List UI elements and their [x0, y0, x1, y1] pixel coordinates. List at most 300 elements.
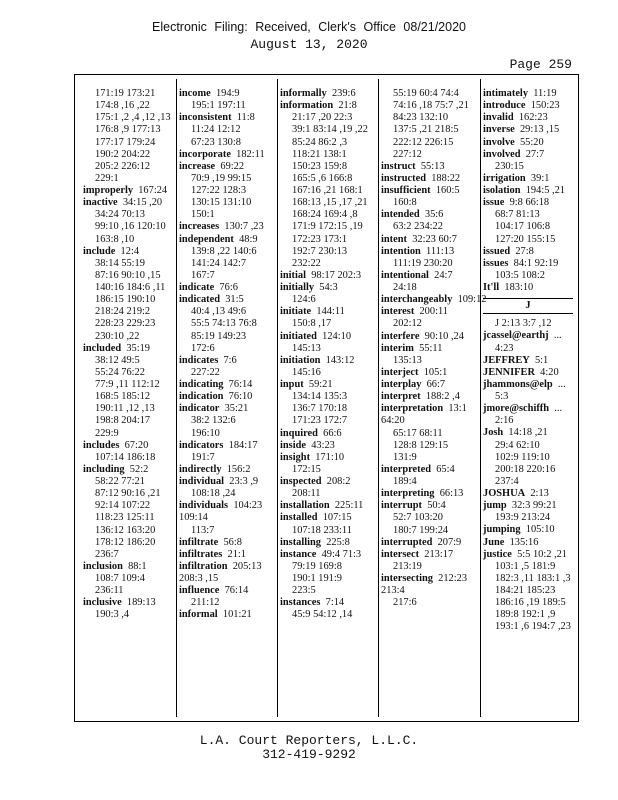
index-term: interest — [381, 306, 415, 318]
page-line-ref: 160:5 — [435, 185, 460, 196]
page-line-ref: 109:12 — [457, 294, 487, 306]
page-line-ref: 188:22 — [431, 172, 461, 184]
reporter-name: L.A. Court Reporters, L.L.C. — [199, 733, 419, 748]
page-line-ref: 38:2 132:6 — [191, 415, 236, 427]
index-entry — [179, 234, 274, 283]
page-line-ref: 27:8 — [515, 245, 534, 257]
index-term: It'll — [483, 282, 500, 293]
page-line-ref: 150:23 — [530, 100, 560, 112]
page-line-ref: 66:6 — [323, 427, 342, 439]
page-line-ref: 196:10 — [191, 427, 220, 439]
page-line-ref: 76:10 — [228, 391, 253, 403]
page-line-ref: 52:7 103:20 — [393, 512, 443, 524]
index-term: individuals — [179, 500, 229, 512]
index-term: income — [179, 88, 211, 99]
page-line-ref: 4:20 — [540, 366, 559, 378]
page-line-ref: 77:9 ,11 112:12 — [95, 379, 160, 390]
index-entry — [381, 185, 477, 209]
page-line-ref: 55:13 — [420, 160, 445, 172]
index-entry — [381, 234, 477, 246]
column-divider — [480, 79, 481, 717]
index-entry — [179, 440, 274, 464]
page-line-ref: 140:16 184:6 ,11 — [95, 282, 166, 293]
page-line-ref: 108:7 109:4 — [95, 573, 145, 584]
index-entry — [179, 585, 274, 609]
page-line-ref: 29:13 ,15 — [519, 124, 560, 136]
index-term: introduce — [483, 100, 526, 112]
page-line-ref: 200:18 220:16 — [495, 463, 556, 475]
index-entry — [483, 549, 573, 634]
page-line-ref: 107:18 233:11 — [292, 524, 352, 536]
page-line-ref: 65:17 68:11 — [393, 427, 443, 439]
index-term: justice — [483, 548, 512, 560]
page-line-ref: 34:24 70:13 — [95, 209, 145, 221]
index-term: issued — [483, 245, 511, 257]
page-line-ref: 172:6 — [191, 342, 215, 354]
index-entry — [381, 270, 477, 294]
page-line-ref: 182:3 ,11 183:1 ,3 — [495, 572, 571, 584]
index-term: indicators — [179, 439, 224, 451]
page-line-ref: 55:19 60:4 74:4 — [393, 88, 459, 99]
page-line-ref: 150:8 ,17 — [292, 318, 332, 330]
hearing-date: August 13, 2020 — [250, 37, 368, 52]
page-line-ref: 174:8 ,16 ,22 — [95, 100, 150, 112]
index-term: involved — [483, 148, 521, 160]
page-line-ref: 167:24 — [138, 185, 168, 196]
page-line-ref: 12:4 — [120, 245, 140, 257]
index-term: instruct — [381, 160, 416, 172]
page-line-ref: 35:21 — [224, 403, 249, 415]
page-line-ref: 194:9 — [215, 88, 240, 99]
index-term: inquired — [280, 427, 318, 439]
page-line-ref: 21:1 — [227, 548, 246, 560]
page-line-ref: 98:17 202:3 — [311, 269, 362, 281]
page-line-ref: 136:12 163:20 — [95, 524, 156, 536]
page-line-ref: 184:21 185:23 — [495, 585, 556, 596]
index-entry — [280, 476, 375, 500]
page-line-ref: 99:10 ,16 120:10 — [95, 221, 166, 233]
page-line-ref: 79:19 169:8 — [292, 560, 342, 572]
index-term: issues — [483, 257, 509, 269]
page-line-ref: 103:5 108:2 — [495, 269, 545, 281]
page-line-ref: 131:9 — [393, 451, 417, 463]
index-term: installing — [280, 536, 321, 548]
page-line-ref: 23:3 ,9 — [229, 476, 259, 487]
index-term: improperly — [83, 185, 134, 196]
index-term: indirectly — [179, 463, 222, 475]
page-line-ref: 165:5 ,6 166:8 — [292, 172, 353, 184]
page-line-ref: 168:13 ,15 ,17 ,21 — [292, 197, 368, 209]
page-line-ref: 171:9 172:15 ,19 — [292, 221, 363, 233]
page-line-ref: 195:1 197:11 — [191, 100, 246, 112]
index-entry — [483, 149, 573, 173]
index-term: indicate — [179, 282, 215, 293]
page-line-ref: 66:7 — [426, 379, 446, 390]
page-line-ref: 101:21 — [222, 609, 252, 621]
index-entry — [483, 100, 573, 112]
index-entry — [83, 597, 176, 621]
page-line-ref: 186:15 190:10 — [95, 294, 156, 306]
index-entry — [483, 88, 573, 100]
page-line-ref: 232:22 — [292, 257, 321, 269]
page-line-ref: 141:24 142:7 — [191, 257, 247, 269]
index-entry — [179, 561, 274, 585]
page-line-ref: 127:22 128:3 — [191, 185, 247, 196]
index-term: involve — [483, 136, 515, 148]
index-term: Josh — [483, 427, 504, 439]
index-term: infiltrates — [179, 548, 223, 560]
index-term: initial — [280, 269, 306, 281]
index-term: jmore@schiffh — [483, 403, 550, 415]
page-line-ref: 208:11 — [292, 488, 321, 500]
page-line-ref: 5:3 — [495, 391, 509, 402]
page-line-ref: 213:17 — [424, 548, 454, 560]
page-line-ref: 145:16 — [292, 366, 321, 378]
index-entry — [483, 185, 573, 197]
index-term: indicator — [179, 403, 220, 415]
page-line-ref: 29:4 62:10 — [495, 439, 540, 451]
index-term: interrupted — [381, 536, 433, 548]
page-line-ref: 45:9 54:12 ,14 — [292, 609, 353, 621]
index-term: infiltrate — [179, 536, 219, 548]
index-term: JENNIFER — [483, 366, 535, 378]
page-line-ref: 2:13 — [530, 488, 549, 499]
page-line-ref: 150:23 159:8 — [292, 160, 348, 172]
index-entry — [179, 282, 274, 294]
page-line-ref: 218:24 219:2 — [95, 306, 151, 318]
page-line-ref: 111:19 230:20 — [393, 257, 453, 269]
page-line-ref: 190:11 ,12 ,13 — [95, 403, 155, 415]
index-entry — [179, 112, 274, 148]
page-line-ref: 5:5 10:2 ,21 — [517, 548, 567, 560]
index-term: interfere — [381, 330, 420, 342]
page-line-ref: 21:17 ,20 22:3 — [292, 112, 353, 124]
page-line-ref: 193:9 213:24 — [495, 512, 551, 524]
reporter-phone: 312-419-9292 — [262, 747, 356, 762]
page-line-ref: 180:7 199:24 — [393, 524, 449, 536]
index-entry — [381, 549, 477, 573]
index-entry — [483, 379, 573, 403]
index-term: JEFFREY — [483, 354, 530, 366]
page-line-ref: 87:16 90:10 ,15 — [95, 269, 161, 281]
page-line-ref: 104:17 106:8 — [495, 221, 551, 233]
index-term: inside — [280, 439, 306, 451]
index-term: issue — [483, 197, 505, 209]
page-line-ref: 168:24 169:4 ,8 — [292, 209, 358, 221]
index-entry — [381, 403, 477, 464]
index-term: inspected — [280, 476, 322, 487]
page-line-ref: 32:23 60:7 — [412, 233, 457, 245]
page-line-ref: 183:10 — [504, 282, 534, 293]
page-line-ref: 176:8 ,9 177:13 — [95, 124, 161, 136]
page-line-ref: 205:2 226:12 — [95, 160, 151, 172]
page-line-ref: 162:23 — [518, 112, 548, 124]
page-line-ref: 237:4 — [495, 475, 519, 487]
page-line-ref: 189:4 — [393, 476, 417, 487]
index-column-2 — [179, 88, 274, 716]
page-line-ref: 213:19 — [393, 560, 422, 572]
index-term: intent — [381, 233, 407, 245]
index-entry — [179, 391, 274, 403]
page-line-ref: 136:7 170:18 — [292, 403, 348, 415]
page-line-ref: 5:1 — [534, 354, 549, 366]
index-frame — [74, 74, 579, 722]
page-line-ref: 102:9 119:10 — [495, 451, 550, 463]
page-line-ref: 186:16 ,19 189:5 — [495, 597, 566, 609]
index-term: interpreted — [381, 463, 432, 475]
index-entry — [483, 137, 573, 149]
page-line-ref: 171:23 172:7 — [292, 415, 348, 427]
index-entry — [381, 209, 477, 233]
index-term: indicating — [179, 379, 224, 390]
index-term: interject — [381, 366, 419, 378]
index-entry — [381, 343, 477, 367]
index-entry — [483, 197, 573, 246]
page-line-ref: 105:1 — [423, 366, 448, 378]
page-line-ref: 172:23 173:1 — [292, 233, 348, 245]
page-line-ref: 190:2 204:22 — [95, 148, 151, 160]
index-term: indicates — [179, 354, 219, 366]
index-term: jumping — [483, 524, 521, 536]
column-divider — [277, 79, 278, 717]
index-entry — [179, 609, 274, 621]
index-term: JOSHUA — [483, 488, 526, 499]
index-term: intimately — [483, 88, 529, 99]
index-term: increases — [179, 221, 220, 233]
index-entry — [381, 573, 477, 609]
page-line-ref: 208:2 — [326, 476, 351, 487]
index-term: inclusive — [83, 597, 122, 609]
page-line-ref: 127:20 155:15 — [495, 233, 556, 245]
page-line-ref: 13:1 64:20 — [381, 403, 467, 427]
index-term: informally — [280, 88, 327, 99]
index-entry — [280, 270, 375, 282]
page-line-ref: 59:21 — [308, 379, 333, 390]
index-term: interpretation — [381, 403, 444, 415]
index-term: interpret — [381, 391, 421, 403]
page-line-ref: 118:23 125:11 — [95, 512, 155, 524]
page-line-ref: 67:20 — [124, 439, 149, 451]
index-entry — [280, 549, 375, 598]
page-line-ref: 48:9 — [239, 233, 258, 245]
page-line-ref: 222:12 226:15 — [393, 136, 454, 148]
page-line-ref: 43:23 — [311, 439, 335, 451]
page-line-ref: ... — [557, 378, 566, 390]
index-term: invalid — [483, 112, 514, 124]
page-line-ref: 32:3 99:21 — [511, 500, 557, 512]
page-line-ref: 184:17 — [228, 439, 258, 451]
page-line-ref: 68:7 81:13 — [495, 209, 540, 221]
page-line-ref: 228:23 229:23 — [95, 318, 156, 330]
page-line-ref: 55:20 — [519, 136, 544, 148]
page-line-ref: 143:12 — [325, 354, 355, 366]
page-line-ref: 54:3 — [319, 282, 338, 293]
page-line-ref: 205:13 208:3 ,15 — [179, 560, 262, 584]
page-line-ref: 50:4 — [427, 500, 446, 512]
index-entry — [83, 246, 176, 343]
index-term: installation — [280, 500, 330, 512]
index-term: including — [83, 463, 125, 475]
index-term: indication — [179, 391, 224, 403]
index-term: interplay — [381, 379, 422, 390]
page-line-ref: 76:14 — [228, 379, 253, 390]
index-column-4 — [381, 88, 487, 716]
page-line-ref: 9:8 66:18 — [509, 197, 550, 209]
page-line-ref: 56:8 — [223, 536, 242, 548]
index-entry — [381, 161, 477, 173]
index-term: intention — [381, 245, 421, 257]
index-entry — [483, 367, 573, 379]
index-entry — [483, 282, 573, 294]
page-line-ref: 229:9 — [95, 427, 119, 439]
index-entry — [483, 173, 573, 185]
index-entry — [179, 476, 274, 500]
page-line-ref: 38:12 49:5 — [95, 354, 140, 366]
page-line-ref: 130:15 131:10 — [191, 197, 252, 209]
page-line-ref: 92:14 107:22 — [95, 500, 151, 512]
index-entry — [280, 440, 375, 452]
index-entry — [280, 452, 375, 476]
index-entry — [179, 464, 274, 476]
index-entry — [83, 343, 176, 440]
page-line-ref: 108:18 ,24 — [191, 488, 236, 500]
index-term: initially — [280, 282, 315, 293]
page-line-ref: 76:14 — [224, 585, 249, 597]
page-line-ref: 34:15 ,20 — [122, 197, 163, 209]
index-term: inverse — [483, 124, 515, 136]
page-line-ref: 211:12 — [191, 597, 220, 609]
page-line-ref: 160:8 — [393, 197, 417, 209]
page-line-ref: 11:24 12:12 — [191, 124, 241, 136]
page-line-ref: 70:9 ,19 99:15 — [191, 172, 252, 184]
letter-heading: J — [483, 298, 573, 314]
page-line-ref: 39:1 83:14 ,19 ,22 — [292, 124, 368, 136]
index-entry — [83, 197, 176, 246]
index-term: infiltration — [179, 560, 228, 572]
index-term: indicated — [179, 294, 220, 306]
page-line-ref: 58:22 77:21 — [95, 476, 145, 487]
page-line-ref: 239:6 — [331, 88, 356, 99]
page-line-ref: 145:13 — [292, 342, 321, 354]
page-line-ref: 76:6 — [219, 282, 238, 293]
index-entry — [381, 488, 477, 500]
page-line-ref: 175:1 ,2 ,4 ,12 ,13 — [95, 112, 171, 124]
page-line-ref: 24:7 — [434, 269, 453, 281]
index-entry — [381, 379, 477, 391]
page-line-ref: 227:12 — [393, 148, 422, 160]
index-term: interrupt — [381, 500, 422, 512]
page-line-ref: 202:12 — [393, 318, 422, 330]
page-line-ref: 85:24 86:2 ,3 — [292, 136, 348, 148]
page-line-ref: 103:1 ,5 181:9 — [495, 560, 556, 572]
page-line-ref: 200:11 — [419, 306, 448, 318]
index-term: included — [83, 342, 122, 354]
index-entry — [381, 331, 477, 343]
index-entry — [179, 294, 274, 355]
index-term: inconsistent — [179, 112, 232, 124]
page-line-ref: 190:1 191:9 — [292, 573, 342, 584]
page-line-ref: 193:1 ,6 194:7 ,23 — [495, 621, 571, 633]
page-line-ref: 21:8 — [338, 100, 357, 112]
index-entry — [179, 403, 274, 439]
page-line-ref: 11:19 — [533, 88, 557, 99]
index-term: initiated — [280, 330, 317, 342]
index-term: June — [483, 536, 505, 548]
page-line-ref: 111:13 — [426, 245, 455, 257]
page-line-ref: 167:16 ,21 168:1 — [292, 185, 363, 196]
index-entry — [381, 306, 477, 330]
index-column-5 — [483, 88, 573, 716]
index-entry — [83, 440, 176, 464]
index-entry — [280, 282, 375, 306]
index-entry — [483, 258, 573, 282]
page-line-ref: ... — [553, 330, 562, 342]
page-line-ref: 69:22 — [220, 160, 245, 172]
page-line-ref: 194:5 ,21 — [525, 185, 565, 196]
page-line-ref: 134:14 135:3 — [292, 391, 348, 403]
page-line-ref: 191:7 — [191, 451, 215, 463]
index-entry — [381, 537, 477, 549]
page-line-ref: 172:15 — [292, 463, 321, 475]
page-line-ref: ... — [554, 403, 563, 415]
page-line-ref: 113:7 — [191, 524, 215, 536]
index-term: insufficient — [381, 185, 431, 196]
index-entry — [83, 185, 176, 197]
page-line-ref: 85:19 149:23 — [191, 330, 247, 342]
index-term: incorporate — [179, 148, 231, 160]
index-entry — [483, 112, 573, 124]
page-line-ref: 168:5 185:12 — [95, 391, 151, 403]
index-term: irrigation — [483, 172, 526, 184]
page-line-ref: 227:22 — [191, 366, 220, 378]
index-entry — [381, 88, 477, 161]
index-entry — [381, 391, 477, 403]
page-line-ref: 66:13 — [439, 488, 464, 500]
page-line-ref: 107:14 186:18 — [95, 451, 156, 463]
page-line-ref: 171:10 — [315, 451, 345, 463]
page-line-ref: 35:19 — [126, 342, 150, 354]
page-line-ref: 49:4 71:3 — [321, 548, 362, 560]
index-entry — [280, 537, 375, 549]
page-line-ref: 7:14 — [325, 597, 345, 609]
index-entry — [483, 427, 573, 488]
index-term: influence — [179, 585, 220, 597]
filing-stamp: Electronic Filing: Received, Clerk's Office 08/21/2020 — [152, 20, 466, 34]
page-line-ref: 225:8 — [326, 536, 350, 548]
index-entry — [280, 355, 375, 379]
index-term: initiation — [280, 354, 321, 366]
index-term: informal — [179, 609, 218, 621]
page-line-ref: 14:18 ,21 — [508, 427, 548, 439]
index-entry — [83, 561, 176, 597]
page-line-ref: 167:7 — [191, 269, 215, 281]
index-entry — [483, 355, 573, 367]
page-line-ref: J 2:13 3:7 ,12 — [495, 318, 552, 330]
page-line-ref: 107:15 — [322, 512, 352, 524]
page-line-ref: 24:18 — [393, 282, 417, 293]
index-entry — [483, 124, 573, 136]
index-term: information — [280, 100, 334, 112]
index-entry — [381, 367, 477, 379]
index-entry — [280, 306, 375, 330]
index-term: jhammons@elp — [483, 378, 553, 390]
index-term: interchangeably — [381, 294, 453, 306]
page-line-ref: 124:6 — [292, 294, 316, 306]
page-line-ref: 35:6 — [424, 209, 444, 221]
index-entry — [381, 173, 477, 185]
index-term: initiate — [280, 306, 312, 318]
index-entry — [83, 464, 176, 561]
